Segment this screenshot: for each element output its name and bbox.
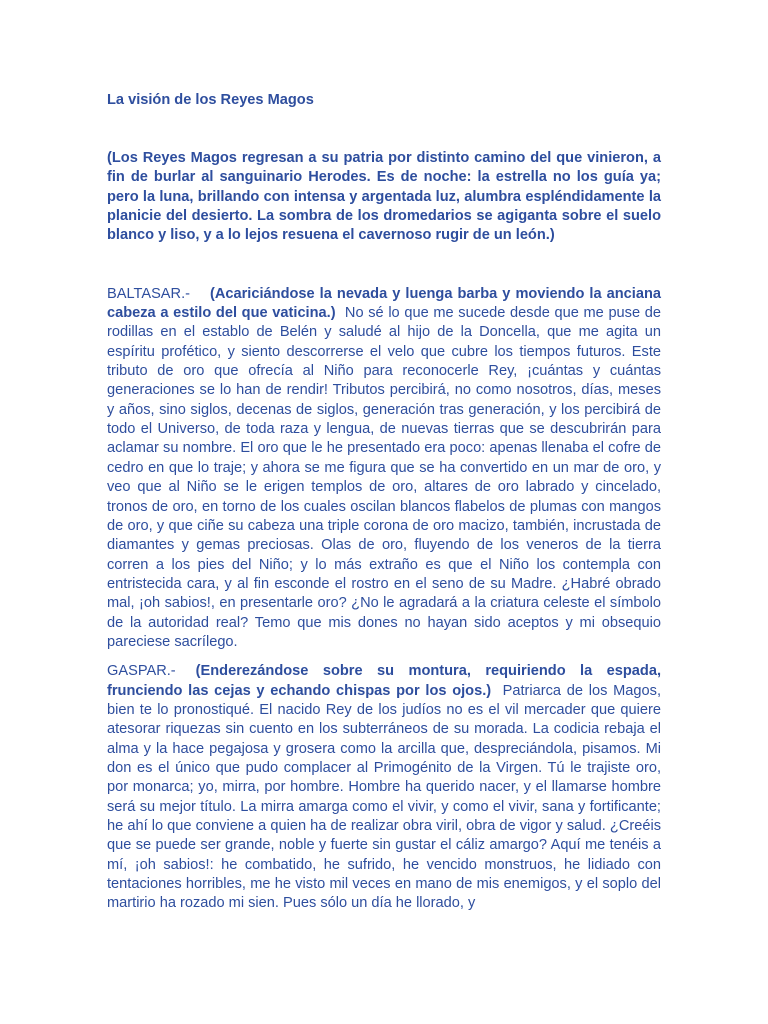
- document-page: [107, 89, 661, 914]
- speaker-name: BALTASAR.-: [107, 285, 190, 302]
- stage-direction: (Acariciándose la nevada y luenga barba y moviendo la anciana cabeza a estilo del que vaticina.): [107, 285, 661, 322]
- speaker-name: GASPAR.-: [107, 663, 176, 680]
- speech-gaspar: [107, 662, 661, 913]
- speech-baltasar: [107, 285, 661, 653]
- speech-text: No sé lo que me sucede desde que me puse de rodillas en el establo de Belén y saludé al hijo de la Doncella, que me agita un espíritu profético, y siento descorrerse el velo que cubre los tiempos futuros. Este tributo de oro que ofrecía al Niño para reconocerle Rey, ¡cuántas y cuántas generaciones se lo han de rendir! Tributos percibirá, no como nosotros, días, meses y años, sino siglos, decenas de siglos, generación tras generación, y los percibirá de todo el Universo, de toda raza y lengua, de nuevas tierras que se descubrirán para aclamar su nombre. El oro que le he presentado era poco: apenas llenaba el cofre de cedro en que lo traje; y ahora se me figura que se ha convertido en un mar de oro, y veo que al Niño se le erigen templos de oro, altares de oro labrado y cincelado, tronos de oro, en torno de los cuales oscilan blancos flabelos de plumas con mangos de oro, y que ciñe su cabeza una triple corona de oro macizo, también, incrustada de diamantes y gemas preciosas. Olas de oro, fluyendo de los veneros de la tierra corren a los pies del Niño; y lo más extraño es que el Niño los contempla con entristecida cara, y al fin esconde el rostro en el seno de su Madre. ¿Habré obrado mal, ¡oh sabios!, en presentarle oro? ¿No le agradará a la criatura celeste el símbolo de la autoridad real? Temo que mis dones no hayan sido aceptos y mi obsequio pareciese sacrílego.: [107, 305, 661, 650]
- speech-text: Patriarca de los Magos, bien te lo pronostiqué. El nacido Rey de los judíos no es el vil mercader que quiere atesorar riquezas sin cuento en los subterráneos de su morada. La codicia rebaja el alma y la hace pegajosa y grosera como la arcilla que, despreciándola, pisamos. Mi don es el único que pudo complacer al Primogénito de la Virgen. Tú le trajiste oro, por monarca; yo, mirra, por hombre. Hombre ha querido nacer, y el llamarse hombre será su mejor título. La mirra amarga como el vivir, y como el vivir, sana y fortificante; he ahí lo que conviene a quien ha de realizar obra viril, obra de vigor y salud. ¿Creéis que se puede ser grande, noble y fuerte sin gustar el cáliz amargo? Aquí me tenéis a mí, ¡oh sabios!: he combatido, he sufrido, he vencido monstruos, he lidiado con tentaciones horribles, me he visto mil veces en mano de mis enemigos, y el soplo del martirio ha rozado mi sien. Pues sólo un día he llorado, y: [107, 682, 662, 912]
- intro-stage-direction: (Los Reyes Magos regresan a su patria por distinto camino del que vinieron, a fin de burlar al sanguinario Herodes. Es de noche: la estrella no los guía ya; pero la luna, brillando con intensa y argentada luz, alumbra espléndidamente la planicie del desierto. La sombra de los dromedarios se agiganta sobre el suelo blanco y liso, y a lo lejos resuena el cavernoso rugir de un león.): [107, 150, 661, 244]
- stage-direction: (Enderezándose sobre su montura, requiriendo la espada, frunciendo las cejas y echando chispas por los ojos.): [107, 663, 661, 699]
- document-title: La visión de los Reyes Magos: [107, 92, 314, 108]
